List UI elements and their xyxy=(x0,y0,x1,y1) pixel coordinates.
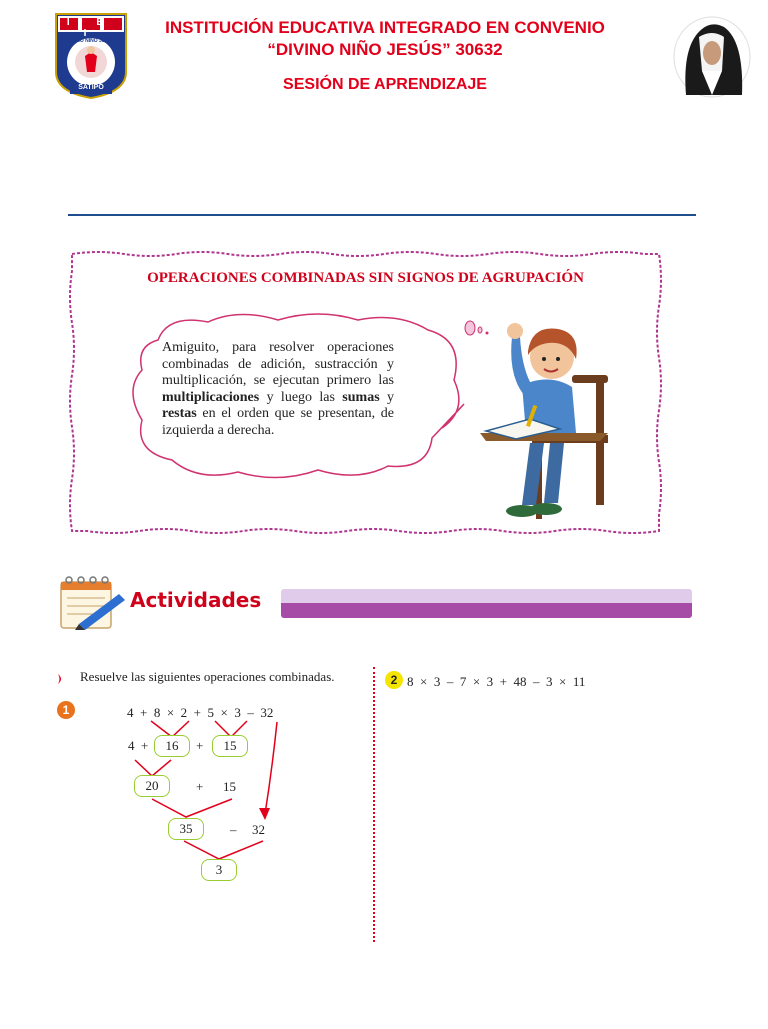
student-illustration xyxy=(460,315,620,525)
instruction-text: Resuelve las siguientes operaciones combinadas. xyxy=(80,669,335,684)
lesson-topic: OPERACIONES COMBINADAS SIN SIGNOS DE AGRUPACIÓN xyxy=(147,270,584,286)
exercise-2-number: 2 xyxy=(385,671,403,689)
header-line-2: “DIVINO NIÑO JESÚS” 30632 xyxy=(267,40,503,59)
nun-portrait xyxy=(672,15,752,99)
notepad-pen-icon xyxy=(55,572,127,632)
lesson-explanation: Amiguito, para resolver operaciones combinadas de adición, sustracción y multiplicación, se ejecutan primero las multiplicaciones y luego las sumas y restas en el orden que se presentan, de izquierda a derecha. xyxy=(162,340,395,438)
logo-arc-text: DIVINO NIÑO JESÚS xyxy=(66,38,116,44)
exercise-1-expression: 4 + 8 × 2 + 5 × 3 – 32 xyxy=(127,705,274,720)
activities-title: Actividades xyxy=(130,588,262,612)
keyword-restas: restas xyxy=(162,406,197,421)
bullet-icon xyxy=(56,672,64,684)
step2-value: 15 xyxy=(223,779,236,794)
exercise-2-expression: 8 × 3 – 7 × 3 + 48 – 3 × 11 xyxy=(407,674,586,689)
column-divider xyxy=(373,667,375,942)
step2-plus: + xyxy=(196,779,204,794)
header-line-1: INSTITUCIÓN EDUCATIVA INTEGRADO EN CONVENIO xyxy=(165,18,605,37)
step1-box-15: 15 xyxy=(212,735,248,757)
exercise-1-number: 1 xyxy=(57,701,75,719)
step1-left: 4 + xyxy=(128,738,149,753)
logo-letters: I E I xyxy=(66,17,116,39)
keyword-sumas: sumas xyxy=(342,389,380,405)
logo-bottom-text: SATIPO xyxy=(78,84,104,91)
header-divider xyxy=(68,214,696,216)
step2-box-20: 20 xyxy=(134,775,170,797)
header-line-3: SESIÓN DE APRENDIZAJE xyxy=(283,76,487,93)
step3-value: 32 xyxy=(252,822,265,837)
step3-minus: – xyxy=(230,822,237,837)
sparkle-icon xyxy=(462,318,492,338)
activities-bar-dark xyxy=(281,603,692,618)
activities-bar-light xyxy=(281,589,692,603)
step3-box-35: 35 xyxy=(168,818,204,840)
step1-box-16: 16 xyxy=(154,735,190,757)
step1-plus: + xyxy=(196,738,204,753)
keyword-multiplicaciones: multiplicaciones xyxy=(162,389,260,405)
result-box: 3 xyxy=(201,859,237,881)
